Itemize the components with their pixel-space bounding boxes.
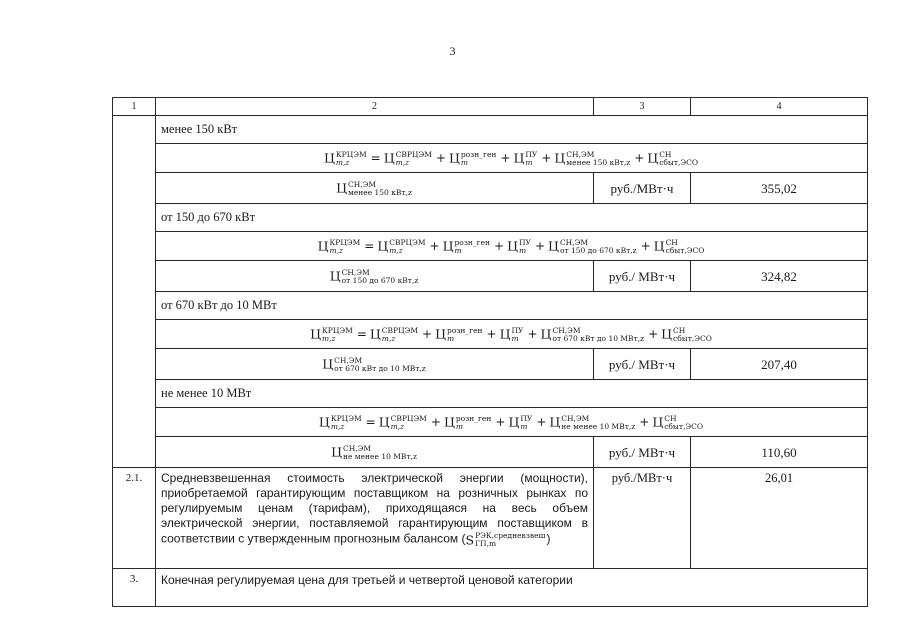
formula-symbol: Ц (378, 414, 390, 430)
row-description: Конечная регулируемая цена для третьей и четвертой ценовой категории (156, 569, 868, 607)
formula-superscript: СН (659, 149, 672, 159)
formula-subscript: m,z (322, 333, 336, 343)
formula-superscript: СВРЦЭМ (389, 237, 426, 247)
formula-superscript: ПУ (525, 149, 538, 159)
value-label-cell (156, 173, 594, 204)
formula-subscript: не менее 10 МВт,z (561, 421, 636, 431)
formula-symbol: Ц (549, 414, 561, 430)
formula-indices (461, 150, 497, 167)
formula-subscript: сбыт,ЭСО (673, 333, 712, 343)
formula-subscript: от 150 до 670 кВт,z (559, 245, 637, 255)
value-label-cell (156, 349, 594, 380)
formula-cell: Ц КРЦЭМ m,z = Ц СВРЦЭМ m,z + Ц розн_ген m + Ц ПУ m + Ц СН,ЭМ от 150 до 670 кВт,z + Ц СН сбыт,ЭСО (156, 232, 868, 261)
formula-row (113, 144, 868, 173)
formula-symbol: Ц (661, 326, 673, 342)
formula-indices (336, 150, 367, 167)
formula-indices (456, 414, 492, 431)
formula-superscript: СВРЦЭМ (390, 413, 427, 423)
formula-subscript: от 150 до 670 кВт,z (341, 275, 419, 285)
formula-superscript: СВРЦЭМ (381, 325, 419, 335)
formula-subscript: m,z (330, 421, 345, 431)
header-cell-4: 4 (691, 98, 868, 116)
formula-indices (342, 268, 419, 285)
formula-superscript: розн_ген (460, 149, 497, 159)
formula-symbol: Ц (383, 150, 395, 166)
formula-superscript: СН,ЭМ (559, 237, 589, 247)
value-cell: 207,40 (691, 349, 868, 380)
formula-indices (329, 238, 360, 255)
formula-subscript: m (511, 333, 519, 343)
formula-cell: Ц КРЦЭМ m,z = Ц СВРЦЭМ m,z + Ц розн_ген m + Ц ПУ m + Ц СН,ЭМ от 670 кВт до 10 МВт,z + Ц СН сбыт,ЭСО (156, 320, 868, 349)
formula-superscript: СН,ЭМ (341, 267, 370, 277)
formula-superscript: СН (664, 413, 677, 423)
formula-symbol: Ц (317, 238, 329, 254)
formula-superscript: СН,ЭМ (347, 179, 377, 189)
formula-row (113, 232, 868, 261)
formula-superscript: СН (665, 237, 678, 247)
formula-symbol: Ц (548, 238, 559, 254)
formula-superscript: СН,ЭМ (552, 325, 581, 335)
formula-symbol: Ц (653, 238, 665, 254)
formula-indices (673, 326, 712, 343)
formula-superscript: ПУ (520, 413, 533, 423)
formula-subscript: от 670 кВт до 10 МВт,z (552, 333, 645, 343)
formula-symbol: Ц (336, 180, 347, 196)
value-cell: 110,60 (691, 437, 868, 468)
formula-indices (348, 180, 412, 197)
formula-symbol: Ц (513, 150, 525, 166)
formula-subscript: m (520, 421, 528, 431)
formula-symbol: Ц (435, 326, 447, 342)
formula-indices (561, 414, 635, 431)
formula-symbol: Ц (377, 238, 389, 254)
formula-subscript: m,z (390, 421, 405, 431)
formula-indices (519, 238, 531, 255)
formula-indices (475, 531, 545, 548)
formula-subscript: сбыт,ЭСО (665, 245, 705, 255)
value-row (113, 261, 868, 292)
section-row (113, 116, 868, 144)
unit-cell: руб./МВт·ч (594, 468, 691, 569)
formula-indices (560, 238, 637, 255)
value-cell: 324,82 (691, 261, 868, 292)
formula-superscript: КРЦЭМ (329, 237, 361, 247)
formula-indices (334, 356, 426, 373)
formula-subscript: m,z (381, 333, 396, 343)
formula-indices (396, 150, 432, 167)
description-end: ) (546, 531, 551, 546)
header-cell-3: 3 (594, 98, 691, 116)
formula-cell: Ц КРЦЭМ m,z = Ц СВРЦЭМ m,z + Ц розн_ген m + Ц ПУ m + Ц СН,ЭМ не менее 10 МВт,z + Ц СН сбыт,ЭСО (156, 408, 868, 437)
unit-cell: руб./ МВт·ч (594, 261, 691, 292)
formula-indices (666, 238, 705, 255)
formula-subscript: не менее 10 МВт,z (342, 451, 417, 461)
formula-symbol: Ц (554, 150, 566, 166)
formula-row (113, 408, 868, 437)
formula-row (113, 320, 868, 349)
formula-symbol: Ц (322, 356, 334, 372)
formula-symbol: Ц (442, 238, 454, 254)
formula-indices (322, 326, 353, 343)
formula-indices (455, 238, 491, 255)
formula-indices (512, 326, 524, 343)
description-text: Средневзвешенная стоимость электрической энергии (мощности), приобретаемой гарантирующим поставщиком на розничных рынках по регулируемым ценам (тарифам), приходящаяся на весь объем электрической энергии, поставляемой гарантирующим поставщиком в соответствии с утвержденным прогнозным балансом ( (161, 471, 588, 546)
formula-subscript: менее 150 кВт,z (347, 187, 412, 197)
section-row (113, 292, 868, 320)
formula-indices (552, 326, 644, 343)
formula-symbol: Ц (331, 444, 342, 460)
formula-symbol: Ц (443, 414, 455, 430)
formula-indices (664, 414, 703, 431)
page-number: 3 (449, 44, 456, 58)
value-cell: 355,02 (691, 173, 868, 204)
formula-symbol: Ц (499, 326, 511, 342)
table-row-3 (113, 569, 868, 607)
formula-superscript: КРЦЭМ (322, 325, 353, 335)
formula-superscript: ПУ (519, 237, 531, 247)
section-title: от 150 до 670 кВт (156, 204, 868, 232)
formula-subscript: менее 150 кВт,z (566, 157, 631, 167)
section-title: не менее 10 МВт (156, 380, 868, 408)
formula-symbol: Ц (318, 414, 330, 430)
formula-subscript: m (454, 245, 462, 255)
header-cell-1: 1 (113, 98, 156, 116)
formula-subscript: сбыт,ЭСО (664, 421, 704, 431)
table-row-2-1 (113, 468, 868, 569)
formula-subscript: m,z (395, 157, 410, 167)
row-number: 3. (113, 569, 156, 607)
formula-symbol: Ц (508, 414, 520, 430)
formula-subscript: сбыт,ЭСО (659, 157, 699, 167)
unit-cell: руб./ МВт·ч (594, 437, 691, 468)
formula-symbol: Ц (652, 414, 664, 430)
formula-subscript: m,z (329, 245, 343, 255)
formula-subscript: m,z (335, 157, 350, 167)
section-title: менее 150 кВт (156, 116, 868, 144)
header-cell-2: 2 (156, 98, 594, 116)
table-header-row (113, 98, 868, 116)
formula-symbol: Ц (310, 326, 321, 342)
value-row (113, 173, 868, 204)
number-cell-empty (113, 116, 156, 468)
formula-indices (525, 150, 537, 167)
value-label-cell (156, 261, 594, 292)
formula-indices (343, 444, 417, 461)
formula-superscript: КРЦЭМ (330, 413, 362, 423)
formula-superscript: СН (673, 325, 686, 335)
formula-subscript: m (519, 245, 527, 255)
formula-indices (331, 414, 362, 431)
formula-cell: Ц КРЦЭМ m,z = Ц СВРЦЭМ m,z + Ц розн_ген m + Ц ПУ m + Ц СН,ЭМ менее 150 кВт,z + Ц СН сбыт,ЭСО (156, 144, 868, 173)
formula-superscript: розн_ген (454, 237, 491, 247)
formula-indices (659, 150, 698, 167)
tariff-table (112, 97, 868, 607)
formula-indices (389, 238, 425, 255)
formula-superscript: ПУ (511, 325, 524, 335)
formula-indices (447, 326, 483, 343)
formula-symbol: Ц (329, 268, 341, 284)
formula-symbol: Ц (369, 326, 381, 342)
formula-superscript: РЭК,средневзвеш (475, 531, 546, 540)
formula-superscript: СН,ЭМ (561, 413, 590, 423)
formula-superscript: розн_ген (455, 413, 492, 423)
section-row (113, 380, 868, 408)
formula-subscript: ГП,m (475, 539, 497, 548)
formula-symbol: Ц (448, 150, 460, 166)
unit-cell: руб./ МВт·ч (594, 349, 691, 380)
row-number: 2.1. (113, 468, 156, 569)
formula-superscript: СН,ЭМ (566, 149, 595, 159)
formula-indices (391, 414, 427, 431)
formula-symbol: Ц (647, 150, 659, 166)
formula-indices (566, 150, 630, 167)
formula-subscript: от 670 кВт до 10 МВт,z (334, 363, 426, 373)
formula-subscript: m (447, 333, 455, 343)
formula-superscript: СН,ЭМ (334, 355, 363, 365)
formula-symbol: Ц (540, 326, 552, 342)
row-description (156, 468, 594, 569)
formula-superscript: розн_ген (447, 325, 483, 335)
formula-subscript: m (525, 157, 533, 167)
value-label-cell (156, 437, 594, 468)
formula-superscript: СН,ЭМ (342, 443, 372, 453)
formula-subscript: m,z (389, 245, 403, 255)
formula-symbol: S (465, 532, 475, 547)
section-row (113, 204, 868, 232)
formula-superscript: СВРЦЭМ (395, 149, 432, 159)
value-cell: 26,01 (691, 468, 868, 569)
value-row (113, 437, 868, 468)
formula-symbol: Ц (323, 150, 335, 166)
unit-cell: руб./МВт·ч (594, 173, 691, 204)
formula-superscript: КРЦЭМ (335, 149, 367, 159)
section-title: от 670 кВт до 10 МВт (156, 292, 868, 320)
formula-subscript: m (455, 421, 463, 431)
formula-indices (382, 326, 418, 343)
formula-symbol: Ц (507, 238, 518, 254)
formula-subscript: m (460, 157, 468, 167)
value-row (113, 349, 868, 380)
formula-indices (520, 414, 532, 431)
